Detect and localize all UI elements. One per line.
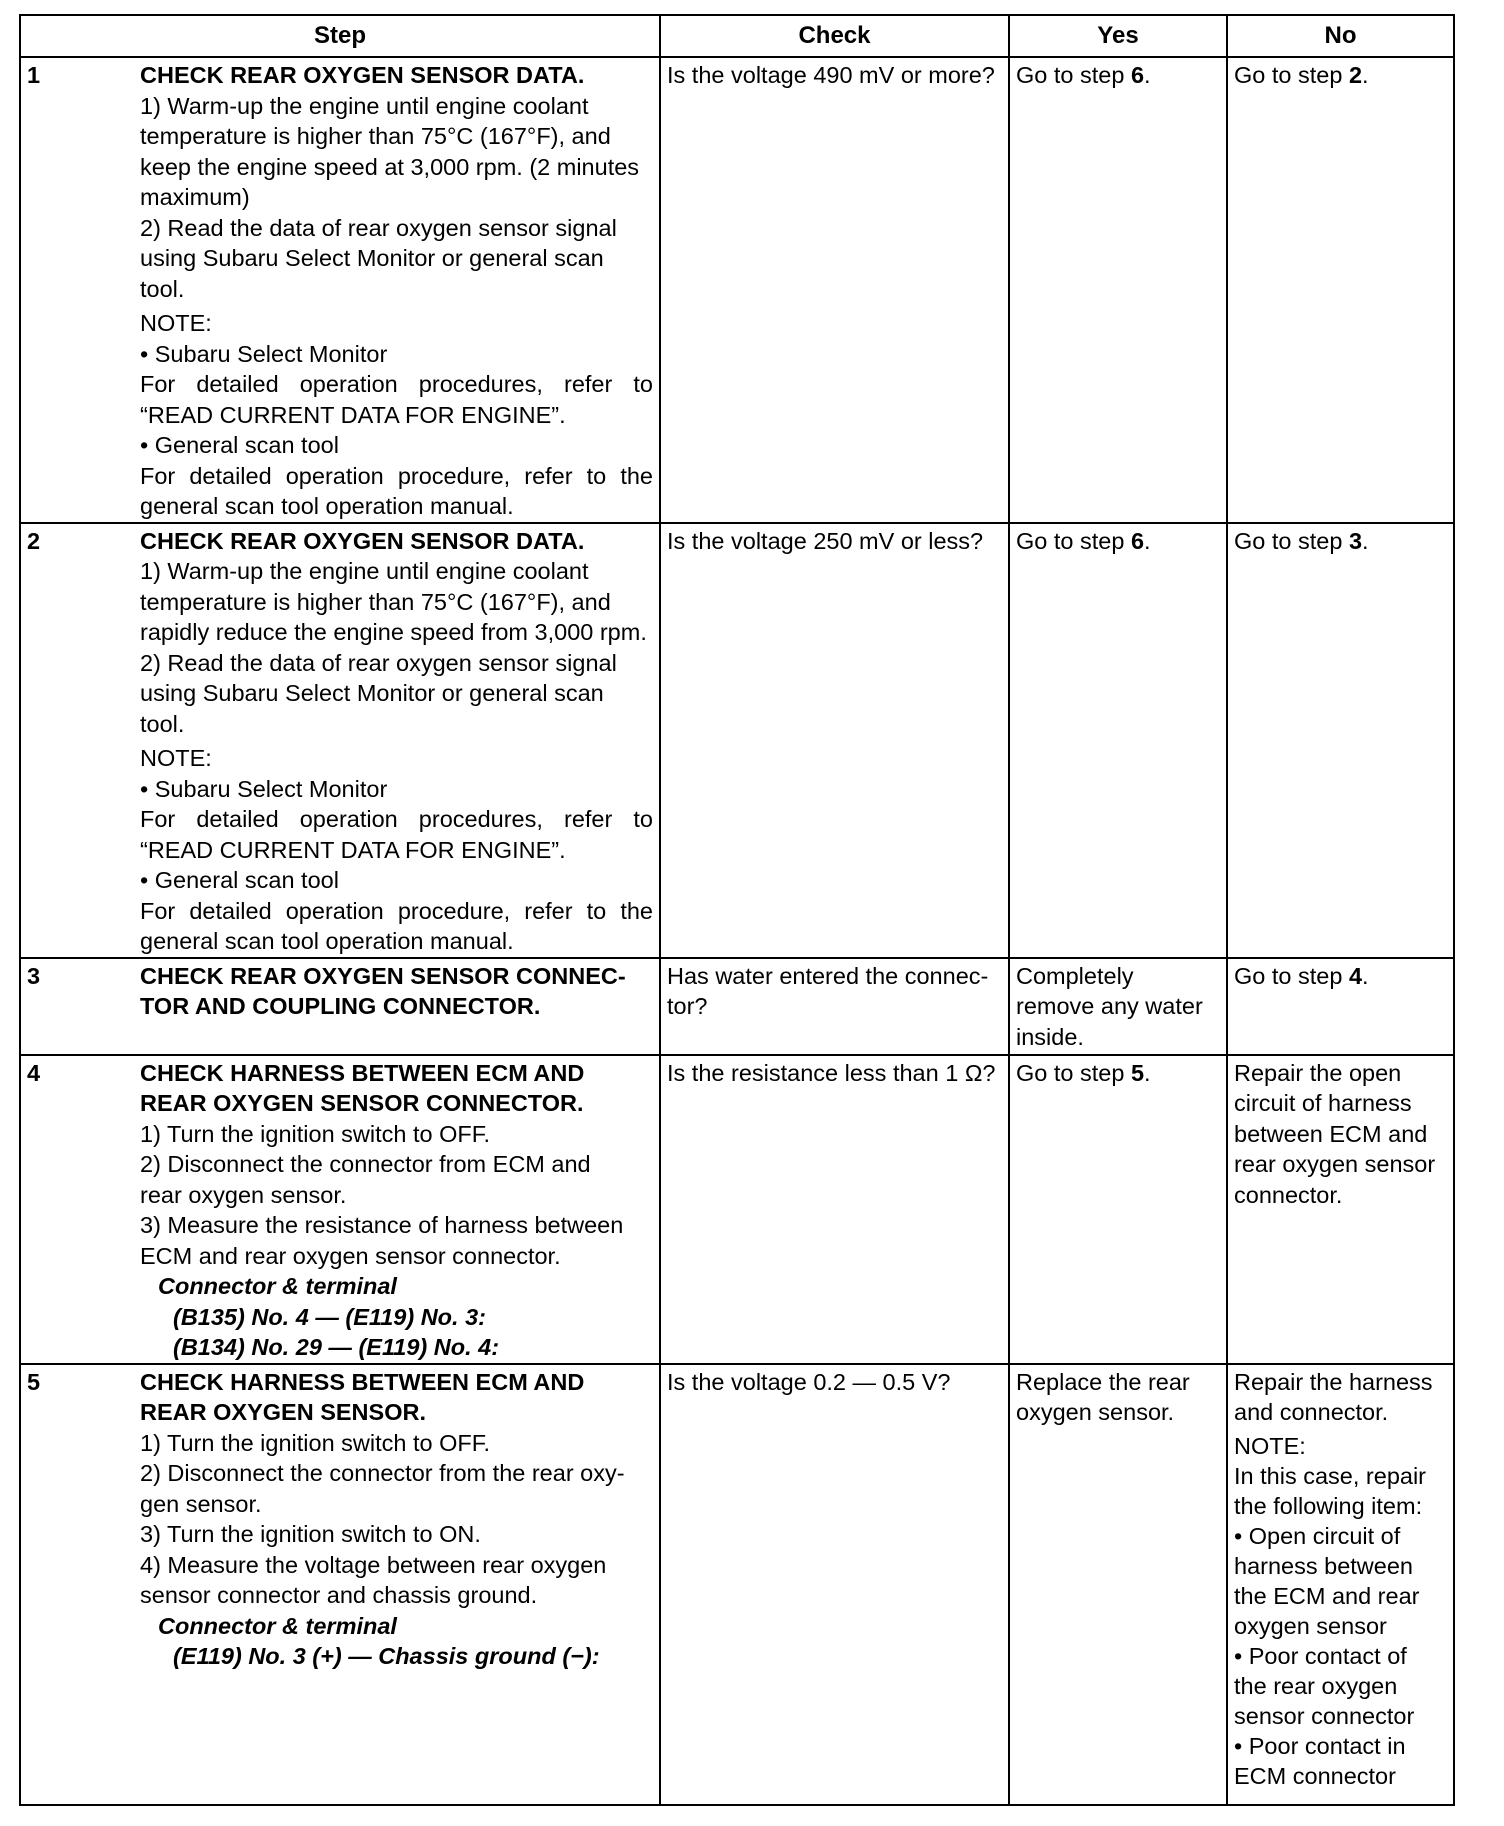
step-title: CHECK HARNESS BETWEEN ECM AND — [140, 1368, 585, 1395]
step-line: rear oxygen sensor. — [140, 1181, 347, 1208]
no-text: Repair the harness — [1234, 1368, 1433, 1395]
step-title: REAR OXYGEN SENSOR. — [140, 1399, 426, 1425]
connector-terminal: (B135) No. 4 — (E119) No. 3: — [173, 1303, 486, 1330]
connector-label: Connector & terminal — [158, 1612, 397, 1639]
step-line: 3) Measure the resistance of harness between — [140, 1212, 624, 1238]
check-text: tor? — [667, 993, 708, 1019]
step-line: gen sensor. — [140, 1490, 262, 1517]
check-cell — [660, 1364, 1009, 1805]
step-line: ECM and rear oxygen sensor connector. — [140, 1242, 561, 1269]
yes-text: remove any water — [1016, 993, 1203, 1019]
step-cell — [20, 523, 660, 958]
step-title: CHECK REAR OXYGEN SENSOR CONNEC- — [140, 962, 626, 989]
no-text: circuit of harness — [1234, 1090, 1412, 1116]
note-line: the rear oxygen — [1234, 1672, 1398, 1699]
table-row — [20, 523, 1454, 958]
yes-step-ref: 6 — [1130, 527, 1145, 554]
no-text: connector. — [1234, 1181, 1343, 1208]
note-line: the following item: — [1234, 1492, 1423, 1519]
note-label: NOTE: — [140, 310, 212, 336]
step-line: 4) Measure the voltage between rear oxygen — [140, 1551, 607, 1578]
no-text: Repair the open — [1234, 1059, 1402, 1086]
no-cell — [1227, 523, 1454, 958]
note-line: oxygen sensor — [1234, 1612, 1387, 1639]
note-line: For detailed operation procedures, refer to — [140, 806, 653, 832]
check-cell — [660, 1055, 1009, 1364]
step-line: using Subaru Select Monitor or general scan tool. — [140, 245, 604, 302]
no-text: Go to step — [1234, 527, 1349, 554]
yes-cell — [1009, 523, 1227, 958]
yes-text: oxygen sensor. — [1016, 1399, 1175, 1425]
yes-text-end: . — [1144, 527, 1151, 554]
header-check: Check — [660, 15, 1009, 57]
step-line: 1) Turn the ignition switch to OFF. — [140, 1120, 491, 1147]
no-cell — [1227, 958, 1454, 1055]
note-line: • Subaru Select Monitor — [140, 340, 388, 367]
step-number: 5 — [27, 1368, 41, 1395]
check-cell — [660, 57, 1009, 523]
no-text: rear oxygen sensor — [1234, 1151, 1436, 1177]
check-text: Is the voltage 250 mV or less? — [667, 527, 984, 554]
table-row — [20, 57, 1454, 523]
step-title: CHECK HARNESS BETWEEN ECM AND — [140, 1059, 585, 1086]
table-row — [20, 958, 1454, 1055]
step-number: 2 — [27, 527, 41, 554]
step-line: temperature is higher than 75°C (167°F), and — [140, 123, 611, 149]
no-text: between ECM and — [1234, 1120, 1428, 1147]
step-line: 2) Read the data of rear oxygen sensor signal — [140, 214, 617, 241]
no-text-end: . — [1362, 527, 1369, 554]
table-header-row — [20, 15, 1454, 57]
note-line: • Subaru Select Monitor — [140, 775, 388, 802]
step-title: CHECK REAR OXYGEN SENSOR DATA. — [140, 527, 585, 554]
step-line: 3) Turn the ignition switch to ON. — [140, 1521, 481, 1547]
no-cell — [1227, 57, 1454, 523]
step-number: 3 — [27, 962, 41, 989]
note-line: the ECM and rear — [1234, 1582, 1420, 1609]
note-line: • General scan tool — [140, 432, 339, 458]
no-step-ref: 4 — [1348, 962, 1363, 989]
no-text-end: . — [1362, 62, 1369, 88]
step-line: 1) Turn the ignition switch to OFF. — [140, 1429, 491, 1456]
note-line: • Open circuit of — [1234, 1522, 1401, 1549]
no-cell — [1227, 1055, 1454, 1364]
step-line: using Subaru Select Monitor or general scan tool. — [140, 680, 604, 737]
header-no: No — [1227, 15, 1454, 57]
step-line: temperature is higher than 75°C (167°F), and — [140, 588, 611, 615]
note-line: In this case, repair — [1234, 1462, 1427, 1489]
note-line: general scan tool operation manual. — [140, 928, 514, 954]
no-text: Go to step — [1234, 62, 1349, 88]
yes-text: Go to step — [1016, 62, 1131, 88]
check-text: Has water entered the connec- — [667, 962, 989, 989]
header-step: Step — [20, 15, 660, 57]
yes-text: Replace the rear — [1016, 1368, 1190, 1395]
step-line: 2) Disconnect the connector from ECM and — [140, 1151, 591, 1177]
yes-text-end: . — [1144, 62, 1151, 88]
check-cell — [660, 958, 1009, 1055]
table-row — [20, 1055, 1454, 1364]
note-line: • General scan tool — [140, 867, 339, 893]
step-line: sensor connector and chassis ground. — [140, 1582, 538, 1608]
note-label: NOTE: — [1234, 1432, 1306, 1459]
note-line: general scan tool operation manual. — [140, 493, 514, 519]
step-line: 2) Read the data of rear oxygen sensor signal — [140, 649, 617, 676]
yes-cell — [1009, 1364, 1227, 1805]
step-cell — [20, 1055, 660, 1364]
step-cell — [20, 958, 660, 1055]
check-cell — [660, 523, 1009, 958]
note-line: For detailed operation procedures, refer to — [140, 371, 653, 397]
step-number: 4 — [27, 1059, 41, 1086]
yes-step-ref: 6 — [1130, 62, 1145, 88]
yes-cell — [1009, 958, 1227, 1055]
no-step-ref: 3 — [1348, 527, 1363, 554]
step-cell — [20, 1364, 660, 1805]
yes-cell — [1009, 1055, 1227, 1364]
check-text: Is the resistance less than 1 Ω? — [667, 1059, 996, 1086]
table-row — [20, 1364, 1454, 1805]
no-step-ref: 2 — [1348, 62, 1363, 88]
yes-text: Go to step — [1016, 527, 1131, 554]
header-yes: Yes — [1009, 15, 1227, 57]
step-number: 1 — [27, 62, 41, 88]
note-line: For detailed operation procedure, refer to the — [140, 897, 653, 924]
yes-step-ref: 5 — [1130, 1059, 1145, 1086]
note-line: “READ CURRENT DATA FOR ENGINE”. — [140, 401, 566, 428]
note-line: • Poor contact in — [1234, 1732, 1406, 1759]
step-line: 1) Warm-up the engine until engine coolant — [140, 558, 589, 584]
yes-text: Go to step — [1016, 1059, 1131, 1086]
note-line: “READ CURRENT DATA FOR ENGINE”. — [140, 836, 566, 863]
connector-terminal: (B134) No. 29 — (E119) No. 4: — [173, 1334, 500, 1360]
no-text-end: . — [1362, 962, 1369, 989]
step-cell — [20, 57, 660, 523]
step-title: TOR AND COUPLING CONNECTOR. — [140, 993, 541, 1019]
connector-terminal: (E119) No. 3 (+) — Chassis ground (−): — [173, 1643, 600, 1669]
step-line: rapidly reduce the engine speed from 3,000 rpm. — [140, 619, 647, 645]
check-text: Is the voltage 0.2 — 0.5 V? — [667, 1368, 951, 1395]
step-title: CHECK REAR OXYGEN SENSOR DATA. — [140, 62, 585, 88]
note-line: ECM connector — [1234, 1762, 1396, 1789]
diagnostic-table — [19, 14, 1455, 1806]
no-text: Go to step — [1234, 962, 1349, 989]
no-cell — [1227, 1364, 1454, 1805]
no-text: and connector. — [1234, 1398, 1389, 1425]
yes-cell — [1009, 57, 1227, 523]
note-line: • Poor contact of — [1234, 1642, 1407, 1669]
step-line: 1) Warm-up the engine until engine coolant — [140, 92, 589, 119]
yes-text-end: . — [1144, 1059, 1151, 1086]
check-text: Is the voltage 490 mV or more? — [667, 62, 995, 88]
step-line: keep the engine speed at 3,000 rpm. (2 minutes — [140, 153, 640, 180]
connector-label: Connector & terminal — [158, 1273, 397, 1299]
note-line: sensor connector — [1234, 1702, 1415, 1729]
yes-text: Completely — [1016, 962, 1134, 989]
yes-text: inside. — [1016, 1023, 1084, 1050]
step-line: maximum) — [140, 184, 250, 210]
note-line: For detailed operation procedure, refer to the — [140, 462, 653, 489]
step-line: 2) Disconnect the connector from the rear oxy- — [140, 1460, 625, 1486]
note-label: NOTE: — [140, 745, 212, 771]
note-line: harness between — [1234, 1552, 1413, 1579]
step-title: REAR OXYGEN SENSOR CONNECTOR. — [140, 1090, 584, 1116]
